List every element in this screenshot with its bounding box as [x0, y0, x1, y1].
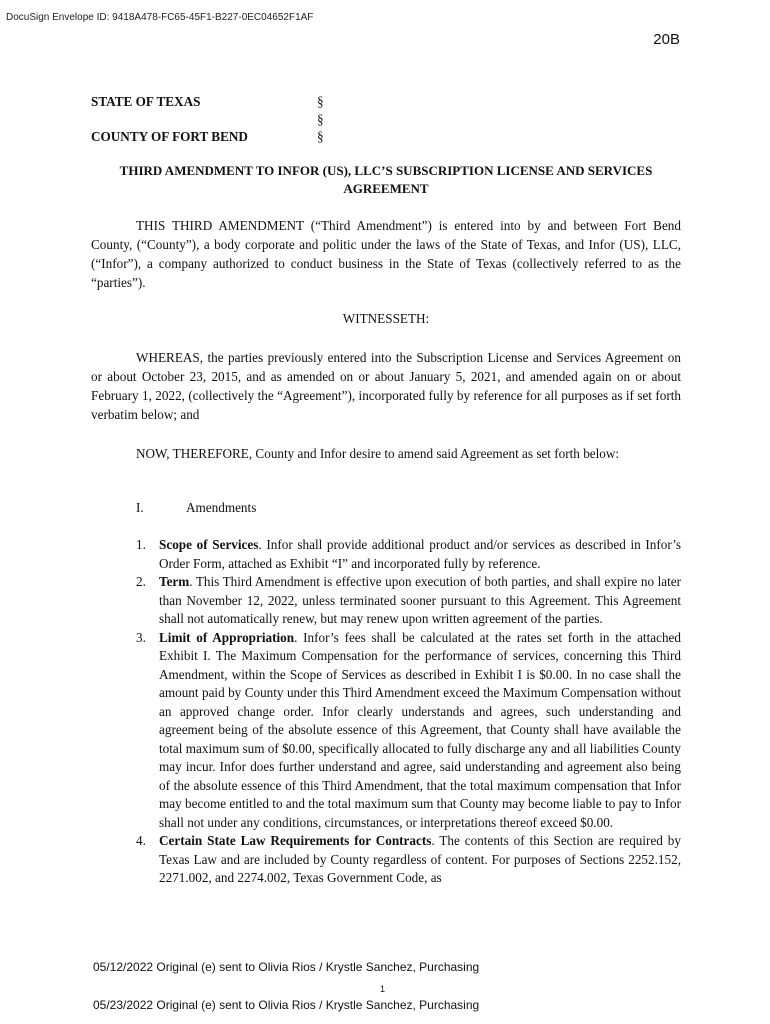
item-heading: Limit of Appropriation: [159, 629, 295, 645]
section-mark: §: [317, 111, 324, 127]
caption-state-row: [91, 94, 391, 112]
section-mark: §: [317, 129, 324, 144]
item-number: 2.: [136, 574, 146, 589]
item-heading: Term: [159, 574, 190, 589]
caption-blank-row: [91, 112, 391, 130]
section-heading: [136, 500, 256, 516]
footer-note-2: 05/23/2022 Original (e) sent to Olivia Rios / Krystle Sanchez, Purchasing: [93, 998, 480, 1012]
section-mark: §: [317, 94, 324, 109]
caption-county-row: [91, 129, 391, 147]
caption-state: STATE OF TEXAS: [91, 94, 201, 109]
list-item: [91, 629, 681, 833]
item-text: . The contents of this Section are required by Texas Law and are included by County regardless of content. For purposes of Sections 2252.152, 2271.002, and 2274.002, Texas Government Code, as: [159, 833, 681, 885]
witnesseth-heading: WITNESSETH:: [342, 311, 430, 326]
item-heading: Certain State Law Requirements for Contracts: [159, 833, 432, 848]
list-item: [91, 573, 681, 629]
item-text: . Infor’s fees shall be calculated at the rates set forth in the attached Exhibit I. The Maximum Compensation for the performance of services, concerning this Third Amendment, within the Scope of Services as described in Exhibit I is $0.00. In no case shall the amount paid by County under this Third Amendment exceed the Maximum Compensation without an approved change order. Infor clearly understands and agrees, such understanding and agreement being of the absolute essence of this Agreement, that County shall have available the total maximum sum of $0.00, specifically allocated to fully discharge any and all liabilities County may incur. Infor does further understand and agree, said understanding and agreement also being of the absolute essence of this Third Amendment, that the total maximum compensation that Infor may become entitled to and the total maximum sum that County may become liable to pay to Infor shall not under any conditions, circumstances, or interpretations thereof exceed $0.00.: [159, 629, 682, 830]
page-code: 20B: [653, 31, 680, 48]
item-number: 1.: [136, 537, 146, 552]
item-number: 4.: [136, 833, 146, 848]
now-therefore-paragraph: NOW, THEREFORE, County and Infor desire to amend said Agreement as set forth below:: [136, 446, 620, 461]
page-number: 1: [380, 984, 386, 994]
whereas-paragraph: WHEREAS, the parties previously entered into the Subscription License and Services Agreement on or about October 23, 2015, and as amended on or about January 5, 2021, and amended again on or about February 1, 2022, (collectively the “Agreement”), incorporated fully by reference for all purposes as if set forth verbatim below; and: [91, 350, 681, 422]
intro-paragraph: THIS THIRD AMENDMENT (“Third Amendment”) is entered into by and between Fort Bend County, (“County”), a body corporate and politic under the laws of the State of Texas, and Infor (US), LLC, (“Infor”), a company authorized to conduct business in the State of Texas (collectively referred to as the “parties”).: [91, 218, 681, 290]
amendments-list: [91, 536, 681, 888]
caption-county: COUNTY OF FORT BEND: [91, 129, 248, 144]
item-heading: Scope of Services: [159, 537, 259, 552]
footer-note-1: 05/12/2022 Original (e) sent to Olivia Rios / Krystle Sanchez, Purchasing: [93, 960, 480, 974]
item-text: . Infor shall provide additional product and/or services as described in Infor’s Order Form, attached as Exhibit “I” and incorporated fully by reference.: [159, 537, 682, 571]
document-title: THIRD AMENDMENT TO INFOR (US), LLC’S SUBSCRIPTION LICENSE AND SERVICES AGREEMENT: [119, 163, 653, 196]
case-caption: [91, 94, 391, 147]
docusign-envelope-id: DocuSign Envelope ID: 9418A478-FC65-45F1-B227-0EC04652F1AF: [6, 12, 314, 23]
item-number: 3.: [136, 629, 146, 645]
list-item: [91, 832, 681, 888]
section-label: Amendments: [186, 500, 257, 515]
item-text: . This Third Amendment is effective upon execution of both parties, and shall expire no later than November 12, 2022, unless terminated sooner pursuant to this Agreement. This Agreement shall not automatically renew, but may renew upon written agreement of the parties.: [159, 574, 681, 626]
section-number: I.: [136, 500, 144, 515]
list-item: [91, 536, 681, 573]
